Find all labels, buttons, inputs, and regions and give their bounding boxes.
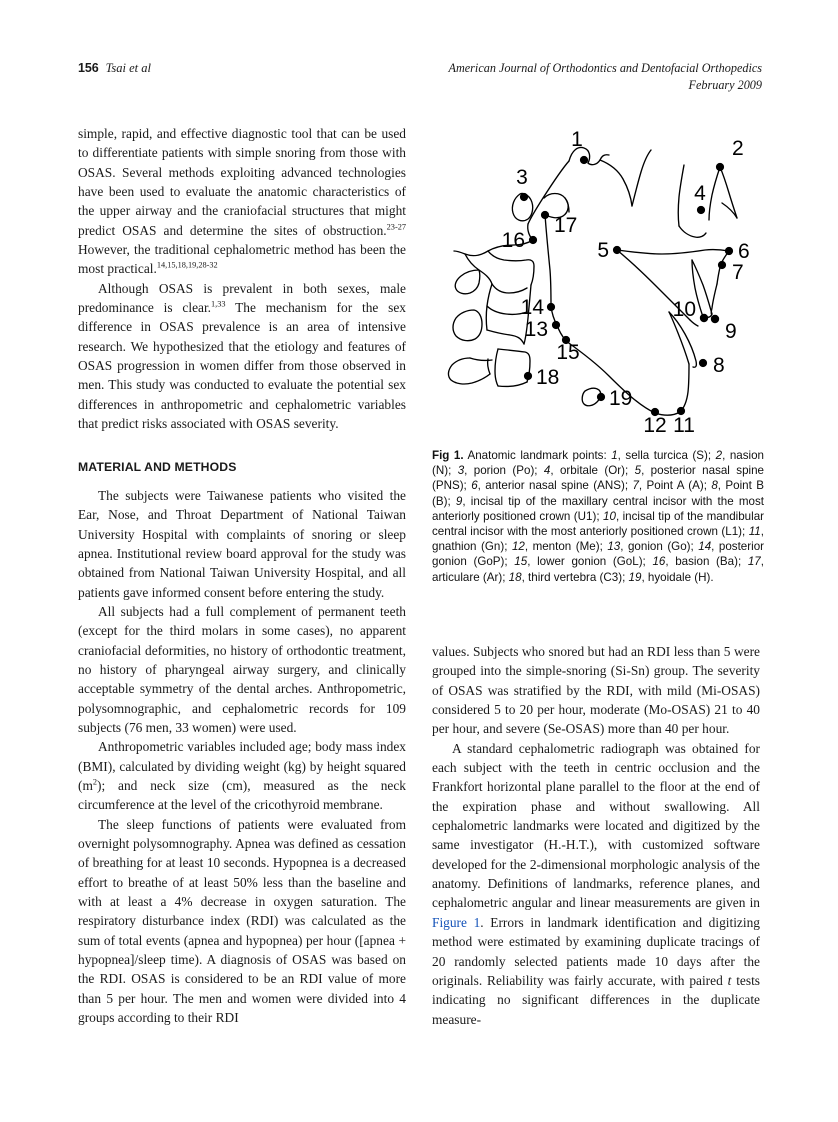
landmark-point-5 <box>613 246 621 254</box>
landmark-point-14 <box>547 303 555 311</box>
caption-landmark-name: , posterior nasal spine (PNS); <box>432 464 764 493</box>
caption-landmark-name: , gnathion (Gn); <box>432 525 764 554</box>
para-text: Although OSAS is prevalent in both sexes, male predominance is clear. <box>78 280 406 316</box>
caption-landmark-name: , Point B (B); <box>432 479 764 508</box>
para-text: simple, rapid, and effective diagnostic tool that can be used to differentiate patients with simple snoring from those with OSAS. Several methods exploiting advanced technologies have been used to evaluate the anatomic characteristics of the upper airway and the craniofacial structures that might predict OSAS and determine the sites of obstruction. <box>78 126 406 238</box>
caption-landmark-name: , lower gonion (GoL); <box>527 555 653 569</box>
cephalometric-tracing-diagram <box>432 120 764 440</box>
landmark-point-9 <box>711 315 719 323</box>
para-text: Anthropometric variables included age; body mass index (BMI), calculated by dividing weight (kg) by height squared (m <box>78 739 406 793</box>
exponent: 2 <box>92 777 98 787</box>
journal-title: American Journal of Orthodontics and Dentofacial Orthopedics <box>448 61 762 75</box>
caption-landmark-number: 15 <box>514 555 528 569</box>
landmark-point-7 <box>718 261 726 269</box>
landmark-label-16: 16 <box>501 229 525 252</box>
paragraph <box>78 737 406 814</box>
figure-1 <box>432 120 764 585</box>
caption-landmark-name: , incisal tip of the maxillary central incisor with the most anteriorly positioned crown (U1); <box>432 494 764 523</box>
paragraph: All subjects had a full complement of permanent teeth (except for the third molars in some cases), no apparent craniofacial deformities, no history of orthodontic treatment, no history of pharyngeal airway surgery, and clinically acceptable symmetry of the dental arches. Anthropometric, polysomnographic, and cephalometric records for 109 subjects (76 men, 33 women) were used. <box>78 603 406 735</box>
landmark-label-13: 13 <box>524 318 548 341</box>
caption-landmark-number: 7 <box>632 479 639 493</box>
landmark-point-2 <box>716 163 724 171</box>
landmark-point-13 <box>552 321 560 329</box>
landmark-label-9: 9 <box>725 320 737 343</box>
landmark-point-19 <box>597 393 605 401</box>
caption-landmark-number: 1 <box>611 449 618 462</box>
caption-landmark-number: 13 <box>607 540 621 554</box>
caption-landmark-number: 8 <box>711 479 718 493</box>
caption-landmark-name: , menton (Me); <box>524 540 608 554</box>
caption-landmark-number: 4 <box>543 464 551 478</box>
landmark-point-3 <box>520 193 528 201</box>
figure-cross-reference-link[interactable]: Figure 1 <box>432 914 481 930</box>
caption-landmark-name: , gonion (Go); <box>620 540 699 554</box>
landmark-label-5: 5 <box>597 239 609 262</box>
section-heading-material-and-methods: MATERIAL AND METHODS <box>78 459 237 474</box>
running-head-left <box>78 60 151 76</box>
caption-landmark-name: , hyoidale (H). <box>641 570 714 584</box>
landmark-label-17: 17 <box>554 214 578 237</box>
paragraph: The sleep functions of patients were evaluated from overnight polysomnography. Apnea was defined as cessation of breathing for at least 10 seconds. Hypopnea is a decreased effort to breathe of at least 50% less than the baseline and with at least a 4% decrease in oxygen saturation. The respiratory disturbance index (RDI) was calculated as the sum of total events (apnea and hypopnea) per hour ([apnea + hypopnea]/sleep time). A diagnosis of OSAS was based on the RDI. OSAS is considered to be an RDI value of more than 5 per hour. The men and women were divided into 4 groups according to their RDI <box>78 816 406 1026</box>
caption-landmark-name: , orbitale (Or); <box>550 464 635 478</box>
landmark-label-8: 8 <box>713 354 725 377</box>
paragraph: The subjects were Taiwanese patients who visited the Ear, Nose, and Throat Department of National Taiwan University Hospital with complaints of snoring or sleep apnea. Institutional review board approval for the study was obtained from National Taiwan University Hospital, and all patients gave informed consent before entering the study. <box>78 487 406 600</box>
landmark-label-18: 18 <box>536 366 560 389</box>
caption-landmark-name: , basion (Ba); <box>665 555 748 569</box>
italic-t: t <box>727 972 732 988</box>
landmark-label-1: 1 <box>571 128 583 151</box>
figure-caption-intro: Anatomic landmark points: <box>467 449 612 462</box>
spacer <box>78 477 406 486</box>
figure-label: Fig 1. <box>432 449 464 462</box>
spacer <box>78 434 406 458</box>
para-text: The mechanism for the sex difference in OSAS prevalence is an area of intensive research. We hypothesized that the etiology and features of OSAS progression in women differ from those observed in men. This study was conducted to evaluate the potential sex differences in anthropometric and cephalometric variables that predict risks associated with OSAS severity. <box>78 300 407 432</box>
caption-landmark-number: 16 <box>652 555 666 569</box>
figure-caption-landmark-list <box>432 449 764 584</box>
landmark-label-3: 3 <box>516 166 528 189</box>
right-column <box>432 642 760 1029</box>
caption-landmark-number: 9 <box>455 494 463 508</box>
citation-ref: 14,15,18,19,28-32 <box>156 260 218 270</box>
caption-landmark-name: , sella turcica (S); <box>617 449 716 462</box>
caption-landmark-name: , porion (Po); <box>464 464 544 478</box>
issue-date: February 2009 <box>688 77 762 92</box>
caption-landmark-number: 17 <box>747 555 761 569</box>
landmark-numbers <box>502 128 750 437</box>
paragraph <box>432 739 760 1029</box>
caption-landmark-name: , anterior nasal spine (ANS); <box>477 479 633 493</box>
running-head <box>78 60 762 106</box>
para-text: . Errors in landmark identification and digitizing method were estimated by examining duplicate tracings of 20 randomly selected patients made 10 days after the originals. Reliability was fairly accurate, with paired <box>432 914 760 988</box>
caption-landmark-name: , nasion (N); <box>432 449 764 478</box>
caption-landmark-number: 10 <box>603 509 616 523</box>
para-text: A standard cephalometric radiograph was obtained for each subject with the teeth in centric occlusion and the Frankfort horizontal plane parallel to the floor at the end of the expiration phase and without swallowing. All cephalometric landmarks were located and digitized by the same investigator (H.-H.T.), with customized software developed for the 2-dimensional morphologic analysis of the anatomy. Definitions of landmarks, reference planes, and cephalometric angular and linear measurements are given in <box>432 740 760 911</box>
caption-landmark-number: 19 <box>628 570 642 584</box>
caption-landmark-number: 18 <box>508 570 522 584</box>
landmark-point-8 <box>699 359 707 367</box>
paragraph <box>78 279 406 434</box>
paragraph-continuation: values. Subjects who snored but had an RDI less than 5 were grouped into the simple-snoring (Si-Sn) group. The severity of OSAS was stratified by the RDI, with mild (Mi-OSAS) considered 5 to 20 per hour, moderate (Mo-OSAS) 21 to 40 per hour, and severe (Se-OSAS) more than 40 per hour. <box>432 644 760 737</box>
landmark-label-11: 11 <box>673 414 695 437</box>
landmark-label-12: 12 <box>643 414 667 437</box>
citation-ref: 23-27 <box>386 222 406 232</box>
landmark-label-10: 10 <box>672 298 696 321</box>
landmark-point-10 <box>700 314 708 322</box>
citation-ref: 1,33 <box>211 299 226 309</box>
landmark-label-2: 2 <box>732 137 744 160</box>
landmark-label-7: 7 <box>732 261 744 284</box>
caption-landmark-name: , Point A (A); <box>638 479 712 493</box>
caption-landmark-name: , third vertebra (C3); <box>521 570 629 584</box>
caption-landmark-number: 6 <box>471 479 478 493</box>
landmark-point-6 <box>725 247 733 255</box>
running-head-right <box>449 60 762 93</box>
caption-landmark-number: 14 <box>698 540 712 554</box>
para-text: tests indicating no significant differences in the duplicate measure- <box>432 972 761 1027</box>
para-text: However, the traditional cephalometric method has been the most practical. <box>78 242 406 277</box>
figure-caption <box>432 448 764 585</box>
page-number: 156 <box>78 61 99 75</box>
landmark-point-17 <box>541 211 549 219</box>
landmark-point-1 <box>580 156 588 164</box>
landmark-label-19: 19 <box>609 387 633 410</box>
landmark-label-14: 14 <box>520 296 544 319</box>
caption-landmark-number: 12 <box>511 540 525 554</box>
running-head-authors: Tsai et al <box>105 61 151 75</box>
caption-landmark-name: , posterior gonion (GoP); <box>432 540 765 569</box>
caption-landmark-number: 3 <box>457 464 465 478</box>
caption-landmark-name: , incisal tip of the mandibular central incisor with the most anteriorly positioned crown (L1); <box>432 509 764 539</box>
caption-landmark-number: 5 <box>634 464 642 478</box>
caption-landmark-number: 11 <box>748 525 761 539</box>
para-text: ); and neck size (cm), measured as the neck circumference at the level of the cricothyroid membrane. <box>78 778 406 813</box>
landmark-label-6: 6 <box>738 240 750 263</box>
caption-landmark-number: 2 <box>715 449 723 462</box>
landmark-label-15: 15 <box>556 341 580 364</box>
landmark-point-4 <box>697 206 705 214</box>
caption-landmark-name: , articulare (Ar); <box>432 555 764 584</box>
left-column <box>78 124 406 1027</box>
paragraph-continuation <box>78 124 406 279</box>
landmark-label-4: 4 <box>694 182 706 205</box>
landmark-point-16 <box>529 236 537 244</box>
landmark-point-18 <box>524 372 532 380</box>
